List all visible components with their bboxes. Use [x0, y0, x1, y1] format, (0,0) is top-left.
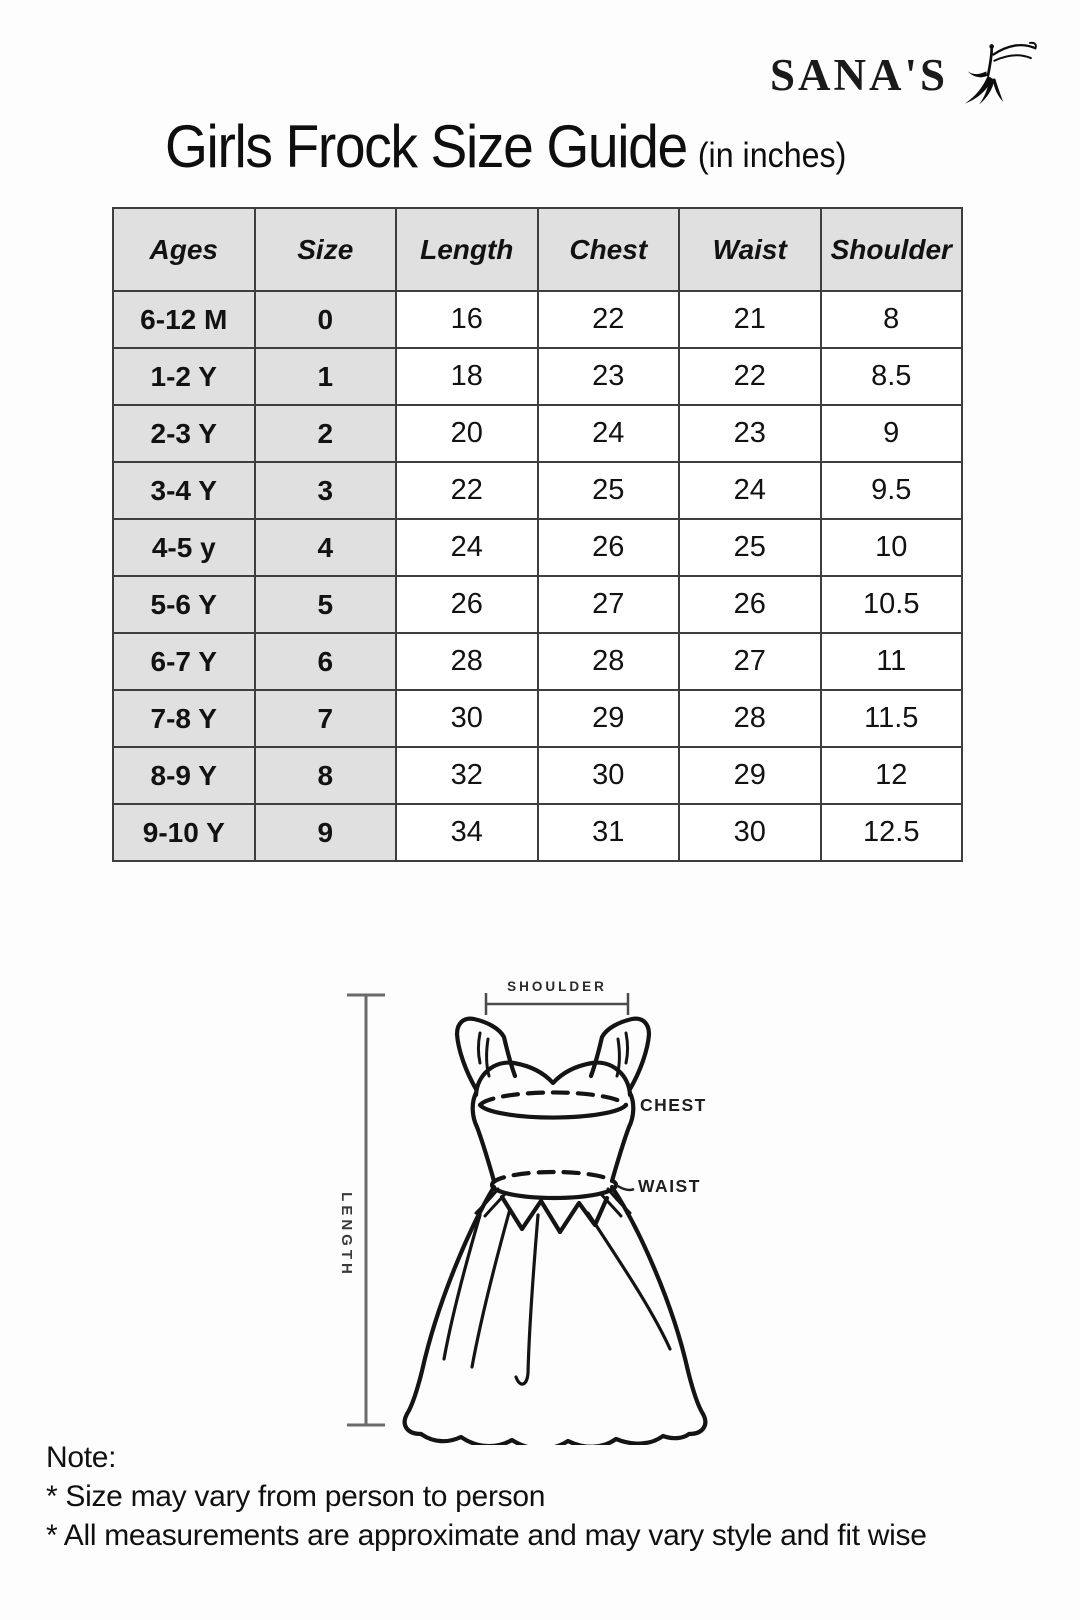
cell-waist: 29 [679, 747, 821, 804]
cell-shoulder: 10 [821, 519, 963, 576]
cell-size: 5 [255, 576, 397, 633]
shoulder-label: SHOULDER [507, 979, 607, 994]
title-unit: (in inches) [697, 136, 847, 175]
cell-length: 18 [396, 348, 538, 405]
cell-waist: 21 [679, 291, 821, 348]
cell-waist: 23 [679, 405, 821, 462]
cell-waist: 24 [679, 462, 821, 519]
measurement-diagram [330, 975, 770, 1445]
cell-shoulder: 11.5 [821, 690, 963, 747]
cell-chest: 25 [538, 462, 680, 519]
cell-ages: 2-3 Y [113, 405, 255, 462]
cell-chest: 28 [538, 633, 680, 690]
cell-size: 3 [255, 462, 397, 519]
cell-chest: 30 [538, 747, 680, 804]
title-main: Girls Frock Size Guide [165, 113, 687, 180]
cell-shoulder: 9 [821, 405, 963, 462]
cell-chest: 24 [538, 405, 680, 462]
cell-shoulder: 12.5 [821, 804, 963, 861]
brand-logo [770, 38, 1038, 112]
cell-length: 24 [396, 519, 538, 576]
note-heading: Note: [46, 1441, 117, 1474]
col-header-size: Size [255, 208, 397, 291]
cell-chest: 23 [538, 348, 680, 405]
col-header-length: Length [396, 208, 538, 291]
waist-leader-line [616, 1185, 634, 1190]
cell-waist: 30 [679, 804, 821, 861]
cell-chest: 27 [538, 576, 680, 633]
col-header-chest: Chest [538, 208, 680, 291]
table-row [113, 747, 962, 804]
cell-chest: 29 [538, 690, 680, 747]
cell-ages: 5-6 Y [113, 576, 255, 633]
cell-length: 28 [396, 633, 538, 690]
table-row [113, 690, 962, 747]
table-row [113, 804, 962, 861]
note-line-2: * All measurements are approximate and may vary style and fit wise [46, 1519, 927, 1552]
cell-waist: 22 [679, 348, 821, 405]
size-table [112, 207, 963, 862]
cell-waist: 27 [679, 633, 821, 690]
note-line-1: * Size may vary from person to person [46, 1480, 546, 1513]
cell-size: 9 [255, 804, 397, 861]
table-row [113, 519, 962, 576]
table-header-row [113, 208, 962, 291]
cell-length: 22 [396, 462, 538, 519]
cell-ages: 8-9 Y [113, 747, 255, 804]
table-row [113, 348, 962, 405]
dress-swirl-icon [956, 38, 1038, 112]
table-row [113, 633, 962, 690]
cell-chest: 22 [538, 291, 680, 348]
table-row [113, 576, 962, 633]
table-row [113, 291, 962, 348]
cell-ages: 6-7 Y [113, 633, 255, 690]
cell-size: 8 [255, 747, 397, 804]
cell-length: 16 [396, 291, 538, 348]
table-row [113, 405, 962, 462]
page-title [165, 112, 846, 181]
cell-waist: 26 [679, 576, 821, 633]
cell-shoulder: 12 [821, 747, 963, 804]
cell-length: 32 [396, 747, 538, 804]
cell-size: 4 [255, 519, 397, 576]
cell-size: 1 [255, 348, 397, 405]
cell-length: 20 [396, 405, 538, 462]
shoulder-measure-line [486, 993, 628, 1015]
cell-ages: 1-2 Y [113, 348, 255, 405]
cell-size: 6 [255, 633, 397, 690]
cell-size: 2 [255, 405, 397, 462]
cell-size: 0 [255, 291, 397, 348]
cell-chest: 31 [538, 804, 680, 861]
col-header-shoulder: Shoulder [821, 208, 963, 291]
size-table-body [113, 291, 962, 861]
brand-name: SANA'S [769, 50, 948, 100]
cell-ages: 3-4 Y [113, 462, 255, 519]
cell-ages: 6-12 M [113, 291, 255, 348]
waist-label: WAIST [638, 1176, 701, 1196]
chest-label: CHEST [640, 1095, 707, 1115]
notes-block [46, 1438, 927, 1555]
col-header-waist: Waist [679, 208, 821, 291]
cell-waist: 25 [679, 519, 821, 576]
frock-sketch [330, 975, 770, 1445]
cell-shoulder: 11 [821, 633, 963, 690]
cell-length: 30 [396, 690, 538, 747]
cell-ages: 4-5 y [113, 519, 255, 576]
cell-size: 7 [255, 690, 397, 747]
table-row [113, 462, 962, 519]
cell-ages: 9-10 Y [113, 804, 255, 861]
cell-shoulder: 9.5 [821, 462, 963, 519]
cell-length: 34 [396, 804, 538, 861]
cell-length: 26 [396, 576, 538, 633]
dress-outline [405, 1019, 706, 1445]
length-label: LENGTH [338, 1192, 355, 1278]
cell-chest: 26 [538, 519, 680, 576]
cell-shoulder: 10.5 [821, 576, 963, 633]
cell-ages: 7-8 Y [113, 690, 255, 747]
cell-shoulder: 8.5 [821, 348, 963, 405]
cell-shoulder: 8 [821, 291, 963, 348]
cell-waist: 28 [679, 690, 821, 747]
col-header-ages: Ages [113, 208, 255, 291]
